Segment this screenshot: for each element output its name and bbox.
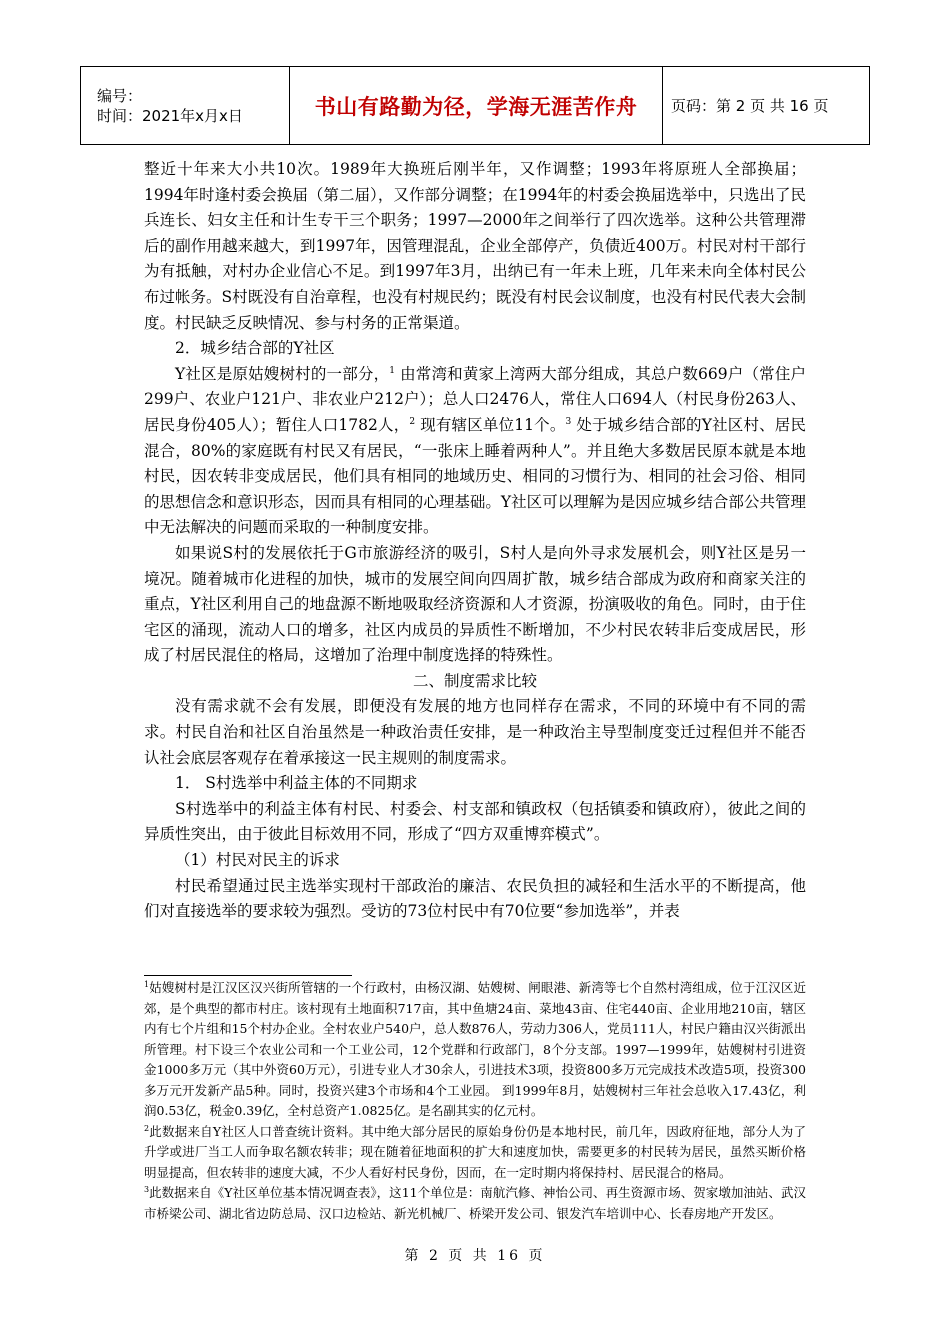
- header-page-info: 页码：第 2 页 共 16 页: [663, 67, 870, 145]
- paragraph-1: 整近十年来大小共10次。1989年大换班后刚半年，又作调整；1993年将原班人全部换届；1994年时逢村委会换届（第二届），又作部分调整；在1994年的村委会换届选举中，只选出了民兵连长、妇女主任和计生专干三个职务；1997—2000年之间举行了四次选举。这种公共管理滞后的副作用越来越大，到1997年，因管理混乱，企业全部停产，负债近400万。村民对村干部行为有抵触，对村办企业信心不足。到1997年3月，出纳已有一年未上班，几年来未向全体村民公布过帐务。S村既没有自治章程，也没有村规民约；既没有村民会议制度，也没有村民代表大会制度。村民缺乏反映情况、参与村务的正常渠道。: [144, 160, 806, 332]
- paragraph-5: S村选举中的利益主体有村民、村委会、村支部和镇政权（包括镇委和镇政府），彼此之间的异质性突出，由于彼此目标效用不同，形成了“四方双重博弈模式”。: [144, 799, 806, 844]
- footnote-2: [144, 1122, 806, 1184]
- footnote-1-text: 姑嫂树村是江汉区汉兴街所管辖的一个行政村，由杨汉湖、姑嫂树、闸眼港、新湾等七个自然村湾组成，位于江汉区近郊，是个典型的都市村庄。该村现有土地面积717亩，其中鱼塘24亩、菜地43亩、住宅440亩、企业用地210亩，辖区内有七个片组和15个村办企业。全村农业户540户，总人数876人，劳动力306人，党员111人，村民户籍由汉兴街派出所管理。村下设三个农业公司和一个工业公司，12个党群和行政部门，8个分支部。1997—1999年，姑嫂树村引进资金1000多万元（其中外资60万元），引进专业人才30余人，引进技术3项，投资800多万元完成技术改造5项，投资300多万元开发新产品5种。同时，投资兴建3个市场和4个工业园。 到1999年8月，姑嫂树村三年社会总收入17.43亿，利润0.53亿，税金0.39亿，全村总资产1.0825亿。是名副其实的亿元村。: [144, 980, 806, 1118]
- footnote-ref-2[interactable]: 2: [409, 416, 416, 427]
- footnote-separator: [144, 975, 352, 976]
- footnote-ref-3[interactable]: 3: [565, 416, 572, 427]
- header-number: 编号：: [97, 86, 143, 105]
- subheading-s-village-election: 1． S村选举中利益主体的不同期求: [175, 774, 418, 793]
- footnote-2-text: 此数据来自Y社区人口普查统计资料。其中绝大部分居民的原始身份仍是本地村民，前几年，因政府征地，部分人为了升学或进厂当工人而争取名额农转非；现在随着征地面积的扩大和速度加快，需要更多的村民转为居民，虽然买断价格明显提高，但农转非的速度大减，不少人看好村民身份，因而，在一定时期内将保持村、居民混合的格局。: [144, 1123, 806, 1180]
- page-header: [80, 66, 870, 145]
- footnote-1-number: 1: [144, 979, 150, 989]
- header-motto: 书山有路勤为径，学海无涯苦作舟: [290, 67, 663, 145]
- subheading-villager-demand: （1）村民对民主的诉求: [175, 851, 340, 870]
- paragraph-2-part-d: 处于城乡结合部的Y社区村、居民混合，80%的家庭既有村民又有居民，“一张床上睡着两种人”。并且绝大多数居民原本就是本地村民，因农转非变成居民，他们具有相同的地域历史、相同的习惯行为、相同的社会习俗、相同的思想信念和意识形态，因而具有相同的心理基础。Y社区可以理解为是因应城乡结合部公共管理中无法解决的问题而采取的一种制度安排。: [144, 415, 806, 537]
- footnotes: [144, 978, 806, 1224]
- paragraph-2-part-c: 现有辖区单位11个。: [415, 415, 566, 434]
- paragraph-2: [144, 362, 806, 541]
- page-number-footer: 第 2 页 共 16 页: [404, 1248, 546, 1264]
- paragraph-4: 没有需求就不会有发展，即便没有发展的地方也同样存在需求，不同的环境中有不同的需求。村民自治和社区自治虽然是一种政治责任安排，是一种政治主导型制度变迁过程但并不能否认社会底层客观存在着承接这一民主规则的制度需求。: [144, 697, 806, 767]
- footnote-3-number: 3: [144, 1184, 150, 1194]
- document-body: [144, 157, 806, 925]
- footnote-2-number: 2: [144, 1123, 150, 1133]
- paragraph-2-part-b: 由常湾和黄家上湾两大部分组成，其总户数669户（常住户299户、农业户121户、非农业户212户）；总人口2476人，常住人口694人（村民身份263人、居民身份405人）；暂住人口1782人，: [144, 364, 807, 434]
- paragraph-3: 如果说S村的发展依托于G市旅游经济的吸引，S村人是向外寻求发展机会，则Y社区是另一境况。随着城市化进程的加快，城市的发展空间向四周扩散，城乡结合部成为政府和商家关注的重点，Y社区利用自己的地盘源不断地吸取经济资源和人才资源，扮演吸收的角色。同时，由于住宅区的涌现，流动人口的增多，社区内成员的异质性不断增加，不少村民农转非后变成居民，形成了村居民混住的格局，这增加了治理中制度选择的特殊性。: [144, 543, 806, 665]
- header-meta: [81, 67, 290, 145]
- subheading-y-community: 2．城乡结合部的Y社区: [175, 339, 335, 358]
- footnote-3: [144, 1183, 806, 1224]
- paragraph-6: 村民希望通过民主选举实现村干部政治的廉洁、农民负担的减轻和生活水平的不断提高，他们对直接选举的要求较为强烈。受访的73位村民中有70位要“参加选举”，并表: [144, 876, 806, 921]
- footnote-3-text: 此数据来自《Y社区单位基本情况调查表》，这11个单位是：南航汽修、神怡公司、再生资源市场、贺家墩加油站、武汉市桥梁公司、湖北省边防总局、汉口边检站、新光机械厂、桥梁开发公司、银发汽车培训中心、长春房地产开发区。: [144, 1185, 806, 1221]
- footnote-1: [144, 978, 806, 1122]
- section-title: 二、制度需求比较: [412, 671, 537, 690]
- header-date: 时间：2021年x月x日: [97, 106, 243, 125]
- footnote-ref-1[interactable]: 1: [389, 365, 395, 376]
- paragraph-2-part-a: Y社区是原姑嫂树村的一部分，: [175, 364, 390, 383]
